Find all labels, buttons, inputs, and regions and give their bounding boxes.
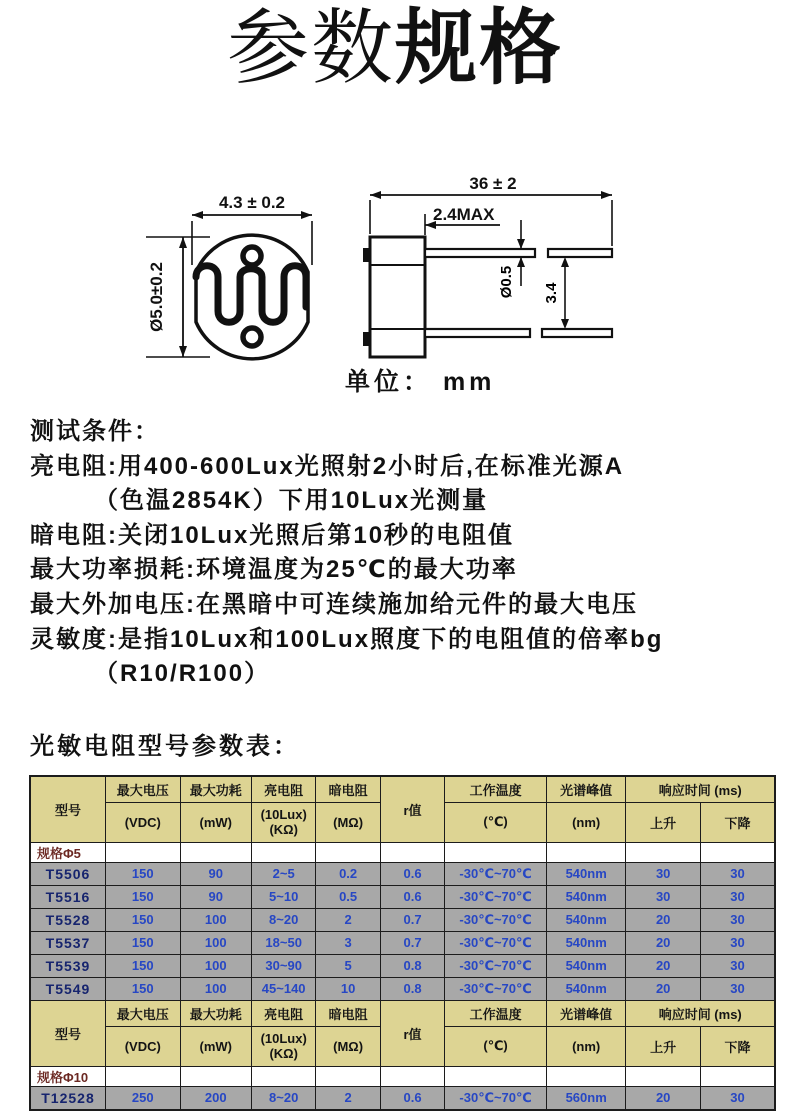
header-temp: 工作温度 [445, 1000, 547, 1026]
header-model: 型号 [30, 776, 106, 842]
value-cell: 540nm [546, 954, 626, 977]
value-cell: 10 [316, 977, 380, 1000]
value-cell: 100 [180, 954, 251, 977]
header-dark-res: 暗电阻 [316, 1000, 380, 1026]
value-cell: 0.8 [380, 977, 444, 1000]
header-max-voltage: 最大电压 [106, 1000, 181, 1026]
table-title: 光敏电阻型号参数表： [30, 733, 300, 760]
value-cell: 0.6 [380, 885, 444, 908]
value-cell: 20 [626, 1086, 701, 1110]
front-diameter-dimension: Ø5.0±0.2 [147, 262, 166, 332]
header-model: 型号 [30, 1000, 106, 1066]
header-max-power-unit: (mW) [180, 1026, 251, 1066]
model-cell: T5528 [30, 908, 106, 931]
value-cell: 0.5 [316, 885, 380, 908]
header-light-res-unit: (10Lux)(KΩ) [251, 1026, 315, 1066]
value-cell: 2~5 [251, 862, 315, 885]
header-gamma: r值 [380, 776, 444, 842]
condition-line: （色温2854K）下用10Lux光测量 [94, 487, 489, 515]
header-peak-unit: (nm) [546, 802, 626, 842]
header-max-voltage: 最大电压 [106, 776, 181, 802]
value-cell: 0.7 [380, 908, 444, 931]
value-cell: 150 [106, 931, 181, 954]
value-cell: 100 [180, 977, 251, 1000]
value-cell: 30 [700, 885, 775, 908]
front-width-dimension: 4.3 ± 0.2 [218, 193, 286, 212]
header-dark-res-unit: (MΩ) [316, 1026, 380, 1066]
value-cell: -30℃~70℃ [445, 931, 547, 954]
ldr-side-tab-bottom [363, 332, 370, 346]
header-max-voltage-unit: (VDC) [106, 1026, 181, 1066]
ldr-lead-bottom [425, 329, 530, 337]
ldr-side-tab-top [363, 248, 370, 262]
value-cell: -30℃~70℃ [445, 977, 547, 1000]
value-cell: 2 [316, 908, 380, 931]
model-cell: T5506 [30, 862, 106, 885]
table-row [30, 1086, 775, 1110]
model-cell: T12528 [30, 1086, 106, 1110]
ldr-lead-bottom-tip [542, 329, 612, 337]
value-cell: 150 [106, 862, 181, 885]
ldr-lead-top-tip [548, 249, 612, 257]
header-max-power-unit: (mW) [180, 802, 251, 842]
header-peak-unit: (nm) [546, 1026, 626, 1066]
value-cell: 2 [316, 1086, 380, 1110]
value-cell: 540nm [546, 931, 626, 954]
header-light-res: 亮电阻 [251, 776, 315, 802]
spec-row-phi5 [30, 842, 775, 862]
spec-row-phi10 [30, 1066, 775, 1086]
value-cell: 30 [700, 931, 775, 954]
value-cell: 20 [626, 931, 701, 954]
value-cell: 3 [316, 931, 380, 954]
side-thickness-dimension: 2.4MAX [433, 205, 495, 224]
parameter-table [29, 775, 776, 1111]
header-dark-res-unit: (MΩ) [316, 802, 380, 842]
value-cell: -30℃~70℃ [445, 862, 547, 885]
header-dark-res: 暗电阻 [316, 776, 380, 802]
lead-diameter-dimension: Ø0.5 [498, 265, 515, 299]
value-cell: 30 [700, 977, 775, 1000]
header-peak: 光谱峰值 [546, 776, 626, 802]
value-cell: 540nm [546, 885, 626, 908]
condition-line: 暗电阻:关闭10Lux光照后第10秒的电阻值 [30, 521, 515, 549]
value-cell: -30℃~70℃ [445, 954, 547, 977]
value-cell: 20 [626, 908, 701, 931]
value-cell: 5~10 [251, 885, 315, 908]
value-cell: 8~20 [251, 908, 315, 931]
dimension-diagram [120, 170, 700, 405]
value-cell: 20 [626, 977, 701, 1000]
page-title [0, 2, 790, 96]
header-fall: 下降 [700, 1026, 775, 1066]
value-cell: 540nm [546, 908, 626, 931]
header-max-power: 最大功耗 [180, 1000, 251, 1026]
value-cell: 5 [316, 954, 380, 977]
value-cell: 18~50 [251, 931, 315, 954]
value-cell: 0.8 [380, 954, 444, 977]
value-cell: 540nm [546, 862, 626, 885]
condition-line: 亮电阻:用400-600Lux光照射2小时后,在标准光源A [30, 452, 625, 480]
page-title-bold: 规格 [395, 3, 564, 94]
value-cell: 30 [700, 1086, 775, 1110]
value-cell: 20 [626, 954, 701, 977]
value-cell: 0.7 [380, 931, 444, 954]
header-gamma: r值 [380, 1000, 444, 1066]
value-cell: 30 [626, 862, 701, 885]
header-peak: 光谱峰值 [546, 1000, 626, 1026]
value-cell: 150 [106, 977, 181, 1000]
ldr-side-body [370, 237, 425, 357]
ldr-bottom-hole [243, 328, 261, 346]
ldr-top-hole [243, 247, 261, 265]
table-row [30, 931, 775, 954]
lead-pitch-dimension: 3.4 [543, 282, 560, 304]
condition-line: （R10/R100） [94, 660, 271, 688]
header-max-voltage-unit: (VDC) [106, 802, 181, 842]
header-rise: 上升 [626, 802, 701, 842]
spec-label-phi10: 规格Φ10 [30, 1066, 106, 1086]
condition-line: 最大外加电压:在黑暗中可连续施加给元件的最大电压 [30, 590, 638, 618]
table-row [30, 885, 775, 908]
header-temp-unit: (℃) [445, 1026, 547, 1066]
value-cell: 90 [180, 862, 251, 885]
header-light-res-unit: (10Lux)(KΩ) [251, 802, 315, 842]
table-row [30, 977, 775, 1000]
value-cell: 150 [106, 954, 181, 977]
value-cell: 0.6 [380, 862, 444, 885]
value-cell: 560nm [546, 1086, 626, 1110]
header-response: 响应时间 (ms) [626, 776, 775, 802]
header-rise: 上升 [626, 1026, 701, 1066]
value-cell: 0.6 [380, 1086, 444, 1110]
model-cell: T5539 [30, 954, 106, 977]
value-cell: 8~20 [251, 1086, 315, 1110]
header-temp-unit: (℃) [445, 802, 547, 842]
model-cell: T5549 [30, 977, 106, 1000]
table-row [30, 954, 775, 977]
header-temp: 工作温度 [445, 776, 547, 802]
unit-label: 单位： mm [345, 368, 496, 396]
page-title-light: 参数 [226, 3, 395, 94]
table-row [30, 908, 775, 931]
header-response: 响应时间 (ms) [626, 1000, 775, 1026]
value-cell: 0.2 [316, 862, 380, 885]
value-cell: 30 [626, 885, 701, 908]
model-cell: T5516 [30, 885, 106, 908]
header-light-res: 亮电阻 [251, 1000, 315, 1026]
value-cell: 30~90 [251, 954, 315, 977]
header-max-power: 最大功耗 [180, 776, 251, 802]
value-cell: 30 [700, 954, 775, 977]
condition-line: 最大功率损耗:环境温度为25℃的最大功率 [30, 556, 518, 584]
header-fall: 下降 [700, 802, 775, 842]
model-cell: T5537 [30, 931, 106, 954]
value-cell: -30℃~70℃ [445, 885, 547, 908]
value-cell: 30 [700, 908, 775, 931]
ldr-lead-top [425, 249, 535, 257]
spec-label-phi5: 规格Φ5 [30, 842, 106, 862]
value-cell: 150 [106, 908, 181, 931]
side-length-dimension: 36 ± 2 [469, 174, 517, 193]
value-cell: 150 [106, 885, 181, 908]
value-cell: 100 [180, 908, 251, 931]
value-cell: 200 [180, 1086, 251, 1110]
value-cell: -30℃~70℃ [445, 908, 547, 931]
value-cell: 90 [180, 885, 251, 908]
value-cell: 45~140 [251, 977, 315, 1000]
value-cell: 540nm [546, 977, 626, 1000]
value-cell: -30℃~70℃ [445, 1086, 547, 1110]
conditions-heading: 测试条件： [30, 418, 160, 445]
table-row [30, 862, 775, 885]
value-cell: 250 [106, 1086, 181, 1110]
test-conditions [30, 415, 775, 692]
condition-line: 灵敏度:是指10Lux和100Lux照度下的电阻值的倍率bg [30, 625, 664, 653]
value-cell: 100 [180, 931, 251, 954]
value-cell: 30 [700, 862, 775, 885]
